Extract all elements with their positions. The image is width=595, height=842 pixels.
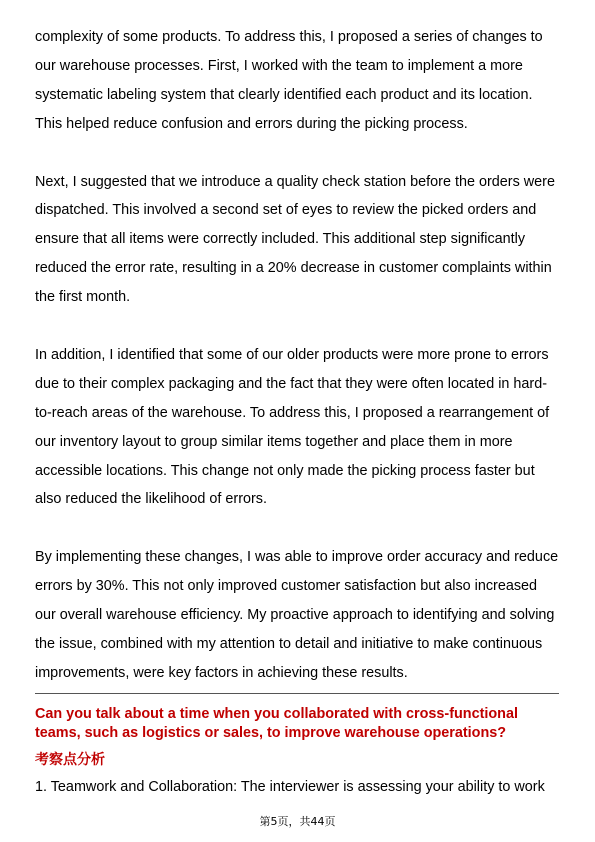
text-line: our inventory layout to group similar items together and place them in more xyxy=(35,433,513,450)
text-line: complexity of some products. To address this, I proposed a series of changes to xyxy=(35,29,543,45)
text-line: Next, I suggested that we introduce a quality check station before the orders were xyxy=(35,173,555,190)
answer-paragraph-1 xyxy=(35,23,561,139)
text-line: In addition, I identified that some of our older products were more prone to errors xyxy=(35,346,549,363)
text-line: the issue, combined with my attention to detail and initiative to make continuous xyxy=(35,635,543,652)
answer-paragraph-3 xyxy=(35,341,561,514)
question-heading xyxy=(35,705,565,743)
page-number: 第5页，共44页 xyxy=(259,815,336,828)
text-line: due to their complex packaging and the fact that they were often located in hard- xyxy=(35,375,547,392)
question-line: teams, such as logistics or sales, to improve warehouse operations? xyxy=(35,725,507,741)
text-line: improvements, were key factors in achieving these results. xyxy=(35,664,408,681)
text-line: our overall warehouse efficiency. My proactive approach to identifying and solving xyxy=(35,607,555,624)
text-line: ensure that all items were correctly included. This additional step significantly xyxy=(35,231,526,248)
text-line: reduced the error rate, resulting in a 20% decrease in customer complaints within xyxy=(35,260,552,277)
text-line: dispatched. This involved a second set of eyes to review the picked orders and xyxy=(35,202,537,219)
analysis-point-1: 1. Teamwork and Collaboration: The interviewer is assessing your ability to work xyxy=(35,779,545,795)
analysis-label: 考察点分析 xyxy=(35,752,105,768)
text-line: systematic labeling system that clearly identified each product and its location. xyxy=(35,86,533,103)
text-line: errors by 30%. This not only improved customer satisfaction but also increased xyxy=(35,578,538,595)
answer-paragraph-2 xyxy=(35,168,561,313)
question-line: Can you talk about a time when you collaborated with cross-functional xyxy=(35,706,518,722)
text-line: accessible locations. This change not only made the picking process faster but xyxy=(35,462,535,479)
text-line: our warehouse processes. First, I worked with the team to implement a more xyxy=(35,57,523,74)
answer-body xyxy=(35,23,561,688)
text-line: This helped reduce confusion and errors during the picking process. xyxy=(35,115,468,132)
text-line: the first month. xyxy=(35,289,131,306)
text-line: to-reach areas of the warehouse. To address this, I proposed a rearrangement of xyxy=(35,404,550,421)
text-line: also reduced the likelihood of errors. xyxy=(35,491,267,508)
section-divider xyxy=(35,693,559,694)
answer-paragraph-4 xyxy=(35,543,561,688)
text-line: By implementing these changes, I was able to improve order accuracy and reduce xyxy=(35,549,559,566)
